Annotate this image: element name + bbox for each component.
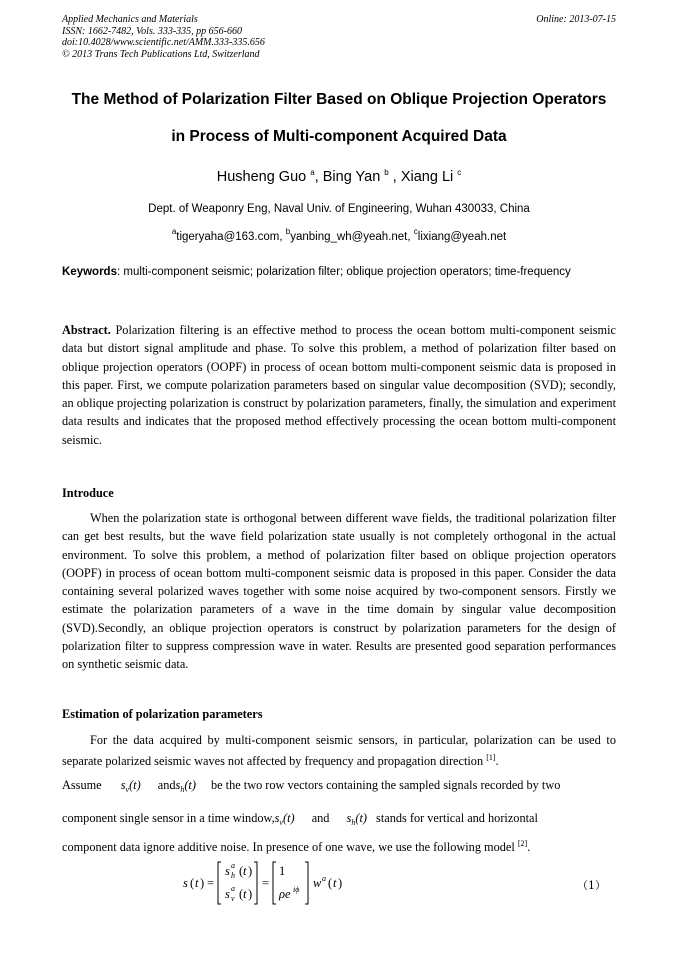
matrix-entry-arg: ( [239, 887, 244, 901]
line4-rest: stands for vertical and horizontal [376, 811, 538, 825]
running-header [62, 14, 616, 60]
email-separator: , [279, 231, 286, 243]
online-date: Online: 2013-07-15 [536, 14, 616, 25]
sup-a: a [322, 874, 326, 883]
estimation-paragraph [62, 731, 616, 771]
right-bracket [254, 862, 257, 904]
author-name: Husheng Guo [216, 169, 307, 185]
assume-line [62, 778, 616, 794]
citation-ref[interactable]: [1] [486, 753, 496, 763]
eq-equals: = [262, 876, 270, 890]
right-bracket [305, 862, 308, 904]
matrix-entry-sh: s [225, 864, 230, 878]
paper-title-line-2: in Process of Multi-component Acquired Data [171, 128, 507, 145]
equation-1 [183, 858, 623, 906]
sub-h: h [231, 871, 235, 880]
component-line [62, 811, 616, 827]
email-separator: , [407, 231, 414, 243]
issn-line: ISSN: 1662-7482, Vols. 333-335, pp 656-660 [62, 25, 242, 37]
paper-title-line-1: The Method of Polarization Filter Based on Oblique Projection Operators [71, 91, 607, 108]
affiliation: Dept. of Weaponry Eng, Naval Univ. of Engineering, Wuhan 430033, China [148, 203, 530, 215]
email-address[interactable]: lixiang@yeah.net [417, 231, 507, 243]
eq-equals: = [207, 876, 215, 890]
sv-symbol: $s_v(t)$ [274, 811, 295, 827]
author-affil-mark: b [384, 168, 389, 177]
line5-text: component data ignore additive noise. In presence of one wave, we use the following model [62, 840, 515, 854]
journal-name: Applied Mechanics and Materials [62, 14, 198, 25]
matrix-entry-rho: ρe [279, 887, 291, 901]
and-word: and [311, 811, 330, 825]
matrix-entry-one: 1 [279, 864, 286, 878]
citation-ref[interactable]: [2] [517, 839, 528, 848]
section-heading-estimation: Estimation of polarization parameters [62, 707, 263, 721]
author-list [40, 168, 638, 185]
eq-lhs: s [183, 876, 188, 890]
assume-rest: be the two row vectors containing the sampled signals recorded by two [211, 778, 561, 792]
left-bracket [273, 862, 276, 904]
author-name: Xiang Li [400, 169, 454, 185]
email-mark: a [171, 227, 177, 236]
keywords-text: : multi-component seismic; polarization filter; oblique projection operators; time-frequency [116, 266, 571, 278]
abstract-label: Abstract. [62, 323, 111, 337]
matrix-entry-arg: ( [239, 864, 244, 878]
sh-symbol: $s_h(t)$ [175, 778, 196, 794]
matrix-entry-sv: s [225, 887, 230, 901]
keywords-block [62, 263, 616, 281]
eq-rhs-t: t [333, 876, 337, 890]
intro-paragraph: When the polarization state is orthogonal between different wave fields, the traditional polarization filter can get best results, but the wave field polarization state usually is not completely orthogonal in the actual environment. To solve this problem, a method of polarization filter based on oblique projection operators (OOPF) in process of ocean bottom multi-component seismic data is proposed in this paper. Consider the data containing several polarized waves together with some noise acquired by two-component sensors. Firstly we estimate the polarization parameters of a wave in the time domain by singular value decomposition (SVD).Secondly, an oblique projection operators is construct by polarization parameters for the design of polarization filter to suppress compression wave in water. Results are presented good separation performances on synthetic seismic data. [62, 511, 616, 672]
author-separator: , [388, 169, 401, 185]
eq-rhs-paren: ) [338, 876, 343, 890]
email-address[interactable]: yanbing_wh@yeah.net [290, 231, 408, 243]
email-list [40, 227, 638, 243]
doi-line: doi:10.4028/www.scientific.net/AMM.333-335.656 [62, 37, 265, 48]
email-mark: b [285, 227, 291, 236]
and-word: and [157, 778, 176, 792]
author-separator: , [314, 169, 323, 185]
sup-a: a [231, 884, 235, 893]
author-name: Bing Yan [322, 169, 381, 185]
section-heading-introduce: Introduce [62, 486, 114, 500]
eq-lhs-t: t [195, 876, 199, 890]
punctuation: . [495, 754, 499, 769]
matrix-entry-arg: ) [248, 864, 253, 878]
abstract-block [62, 321, 616, 449]
sup-iphi: iϕ [293, 885, 300, 894]
assume-word: Assume [62, 778, 102, 792]
matrix-entry-t: t [243, 887, 247, 901]
eq-rhs-paren: ( [328, 876, 333, 890]
copyright-line: © 2013 Trans Tech Publications Ltd, Switzerland [62, 48, 260, 60]
punctuation: . [527, 840, 531, 854]
author-affil-mark: a [310, 168, 315, 177]
email-address[interactable]: tigeryaha@163.com [176, 231, 280, 243]
email-mark: c [413, 227, 418, 236]
matrix-entry-arg: ) [248, 887, 253, 901]
sub-v: v [231, 894, 235, 903]
eq-lhs-paren: ( [190, 876, 195, 890]
line4-start: component single sensor in a time window, [62, 811, 275, 825]
estimation-text: For the data acquired by multi-component seismic sensors, in particular, polarization can be used to separate polarized seismic waves not affected by frequency and propagation direction [62, 733, 616, 769]
model-line [62, 839, 616, 855]
abstract-text: Polarization filtering is an effective method to process the ocean bottom multi-component seismic data but distort signal amplitude and phase. To solve this problem, a method of polarization filter based on oblique projection operators (OOPF) in process of ocean bottom multi-component seismic data is proposed in this paper. First, we compute polarization parameters based on singular value decomposition (SVD); secondly, an oblique projecting polarization is construct by polarization parameters, finally, the simulation and experiment data results and indicates that the proposed method effectively processing the ocean bottom multi-component seismic. [62, 323, 616, 447]
sv-symbol: $s_v(t)$ [120, 778, 141, 794]
sup-a: a [231, 861, 235, 870]
keywords-label: Keywords [62, 266, 117, 278]
left-bracket [218, 862, 221, 904]
equation-number: （1） [577, 879, 606, 892]
eq-lhs-paren: ) [200, 876, 205, 890]
matrix-entry-t: t [243, 864, 247, 878]
eq-rhs-w: w [313, 876, 322, 890]
author-affil-mark: c [457, 168, 462, 177]
sh-symbol: $s_h(t)$ [346, 811, 367, 827]
